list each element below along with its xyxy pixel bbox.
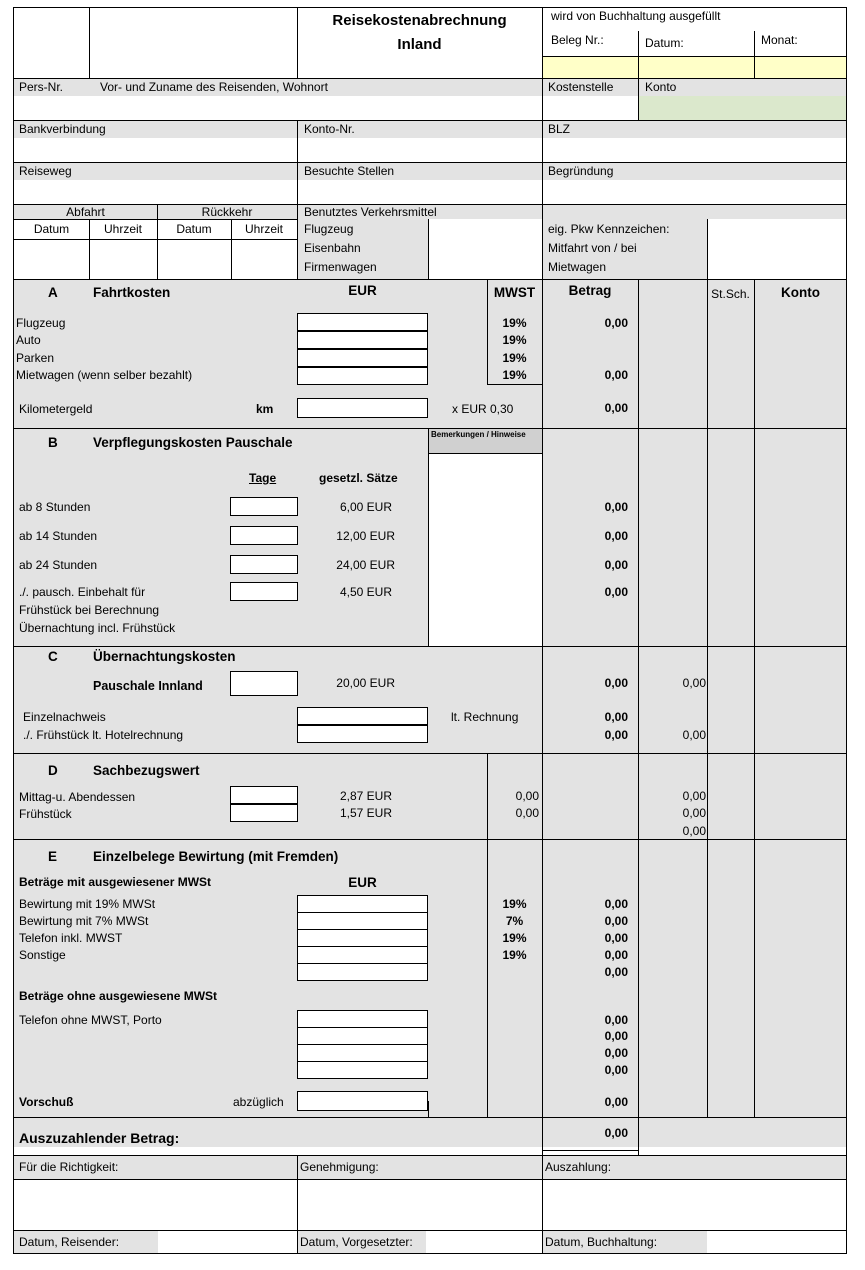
section-e-letter: E <box>48 849 58 864</box>
ab8-tage-input[interactable] <box>230 497 298 516</box>
section-d-title: Sachbezugswert <box>93 763 200 778</box>
pauschale-input[interactable] <box>230 671 298 696</box>
abfahrt-uhrzeit-label: Uhrzeit <box>103 222 142 236</box>
without-betrag-2: 0,00 <box>604 1029 628 1043</box>
rueckkehr-uhrzeit-label: Uhrzeit <box>244 222 283 236</box>
blz-label: BLZ <box>548 122 571 136</box>
telefon-porto-input-4[interactable] <box>297 1061 428 1079</box>
auto-label: Auto <box>16 333 41 347</box>
sonstige-input[interactable] <box>297 946 428 964</box>
bewirtung7-mwst: 7% <box>505 914 524 928</box>
konto-nr-label: Konto-Nr. <box>304 122 355 136</box>
section-e-eur-label: EUR <box>348 875 377 890</box>
section-b-letter: B <box>48 435 58 450</box>
col-konto-label: Konto <box>781 285 820 300</box>
datum-vorgesetzter-label: Datum, Vorgesetzter: <box>300 1235 413 1249</box>
telefon-mwst-input[interactable] <box>297 929 428 947</box>
deduct-tage-input[interactable] <box>230 582 298 601</box>
genehmigung-label: Genehmigung: <box>300 1160 379 1174</box>
beleg-nr-label: Beleg Nr.: <box>551 33 604 47</box>
col-stsch-label: St.Sch. <box>711 287 750 301</box>
fruehstueck-hotel-betrag: 0,00 <box>604 728 628 742</box>
fruehstueck-d-rate: 1,57 EUR <box>339 806 392 820</box>
form-subtitle: Inland <box>397 36 442 53</box>
rueckkehr-datum-label: Datum <box>176 222 212 236</box>
col-mwst-label: MWST <box>493 285 536 300</box>
telefon-porto-label: Telefon ohne MWST, Porto <box>19 1013 162 1027</box>
ab14-tage-input[interactable] <box>230 526 298 545</box>
telefon-mwst-rate: 19% <box>502 931 527 945</box>
section-e-title: Einzelbelege Bewirtung (mit Fremden) <box>93 849 339 864</box>
name-label: Vor- und Zuname des Reisenden, Wohnort <box>100 80 328 94</box>
col-eur-label: EUR <box>348 283 377 298</box>
telefon-porto-input-1[interactable] <box>297 1010 428 1028</box>
datum-reisender-label: Datum, Reisender: <box>19 1235 120 1249</box>
bewirtung19-mwst: 19% <box>502 897 527 911</box>
telefon-mwst-label: Telefon inkl. MWST <box>19 931 123 945</box>
km-unit: km <box>256 402 274 416</box>
vorschuss-betrag: 0,00 <box>604 1095 628 1109</box>
pers-nr-label: Pers-Nr. <box>19 80 64 94</box>
auto-input[interactable] <box>297 331 428 349</box>
vorschuss-input[interactable] <box>297 1091 428 1111</box>
datum-label: Datum: <box>645 36 684 50</box>
flugzeug-input[interactable] <box>297 313 428 331</box>
einzel-note: lt. Rechnung <box>451 710 519 724</box>
parken-mwst: 19% <box>502 351 527 365</box>
extra-mwst-betrag: 0,00 <box>604 965 628 979</box>
total-label: Auszuzahlender Betrag: <box>19 1130 180 1146</box>
fruehstueck-hotel-input[interactable] <box>297 725 428 743</box>
without-mwst-label: Beträge ohne ausgewiesene MWSt <box>19 989 218 1003</box>
sonstige-mwst: 19% <box>502 948 527 962</box>
verkehrsmittel-label: Benutztes Verkehrsmittel <box>304 205 437 219</box>
without-betrag-1: 0,00 <box>604 1013 628 1027</box>
mitfahrt-label: Mitfahrt von / bei <box>548 241 637 255</box>
form-title: Reisekostenabrechnung <box>332 12 507 29</box>
bewirtung7-input[interactable] <box>297 912 428 930</box>
signature-supervisor[interactable] <box>298 1180 542 1230</box>
signature-accounting[interactable] <box>543 1180 847 1230</box>
begruendung-label: Begründung <box>548 164 614 178</box>
mittag-abend-mwst: 0,00 <box>515 789 539 803</box>
ab14-betrag: 0,00 <box>604 529 628 543</box>
telefon-porto-input-2[interactable] <box>297 1027 428 1045</box>
transport-eisenbahn: Eisenbahn <box>304 241 361 255</box>
telefon-mwst-betrag: 0,00 <box>604 931 628 945</box>
abfahrt-label: Abfahrt <box>66 205 105 219</box>
abfahrt-datum-label: Datum <box>33 222 70 236</box>
bewirtung7-label: Bewirtung mit 7% MWSt <box>19 914 149 928</box>
abzueglich-label: abzüglich <box>233 1095 284 1109</box>
reiseweg-label: Reiseweg <box>19 164 72 178</box>
sonstige-label: Sonstige <box>19 948 66 962</box>
richtigkeit-label: Für die Richtigkeit: <box>19 1160 119 1174</box>
bewirtung19-label: Bewirtung mit 19% MWSt <box>19 897 156 911</box>
mietwagen-label: Mietwagen <box>548 260 607 274</box>
pauschale-betrag: 0,00 <box>604 676 628 690</box>
konto-label: Konto <box>645 80 677 94</box>
section-c-title: Übernachtungskosten <box>93 649 236 664</box>
mietwagen-betrag: 0,00 <box>604 368 628 382</box>
signature-traveller[interactable] <box>14 1180 297 1230</box>
accounting-note: wird von Buchhaltung ausgefüllt <box>551 9 721 23</box>
flugzeug-mwst: 19% <box>502 316 527 330</box>
col-tage-label: Tage <box>249 471 277 485</box>
km-betrag: 0,00 <box>604 401 628 415</box>
without-betrag-4: 0,00 <box>604 1063 628 1077</box>
pauschale-extra: 0,00 <box>682 676 706 690</box>
auszahlung-label: Auszahlung: <box>545 1160 612 1174</box>
mietwagen-cost-label: Mietwagen (wenn selber bezahlt) <box>16 368 193 382</box>
deduct-line-3: Übernachtung incl. Frühstück <box>19 621 176 635</box>
parken-label: Parken <box>16 351 55 365</box>
kilometergeld-label: Kilometergeld <box>19 402 93 416</box>
mittag-abend-label: Mittag-u. Abendessen <box>19 790 136 804</box>
besuchte-stellen-label: Besuchte Stellen <box>304 164 395 178</box>
transport-flugzeug: Flugzeug <box>304 222 354 236</box>
rueckkehr-label: Rückkehr <box>201 205 253 219</box>
mittag-abend-input[interactable] <box>230 786 298 804</box>
without-betrag-3: 0,00 <box>604 1046 628 1060</box>
col-saetze-label: gesetzl. Sätze <box>319 471 398 485</box>
mittag-abend-extra: 0,00 <box>682 789 706 803</box>
section-d-letter: D <box>48 763 58 778</box>
ab14-rate: 12,00 EUR <box>336 529 395 543</box>
section-c-letter: C <box>48 649 58 664</box>
deduct-line-2: Frühstück bei Berechnung <box>19 603 160 617</box>
ab24-rate: 24,00 EUR <box>336 558 395 572</box>
datum-buchhaltung-label: Datum, Buchhaltung: <box>545 1235 658 1249</box>
ab8-label: ab 8 Stunden <box>19 500 91 514</box>
pkw-kennzeichen-label: eig. Pkw Kennzeichen: <box>548 222 670 236</box>
bewirtung7-betrag: 0,00 <box>604 914 628 928</box>
with-mwst-label: Beträge mit ausgewiesener MWSt <box>19 875 212 889</box>
auto-mwst: 19% <box>502 333 527 347</box>
col-betrag-label: Betrag <box>568 283 612 298</box>
ab24-tage-input[interactable] <box>230 555 298 574</box>
deduct-rate: 4,50 EUR <box>339 585 392 599</box>
section-a-letter: A <box>48 285 58 300</box>
pauschale-rate: 20,00 EUR <box>336 676 395 690</box>
total-value: 0,00 <box>604 1126 628 1140</box>
fruehstueck-d-label: Frühstück <box>19 807 72 821</box>
telefon-porto-input-3[interactable] <box>297 1044 428 1062</box>
deduct-betrag: 0,00 <box>604 585 628 599</box>
einzel-input[interactable] <box>297 707 428 725</box>
mittag-abend-rate: 2,87 EUR <box>339 789 392 803</box>
remarks-label: Bemerkungen / Hinweise <box>431 430 526 439</box>
ab14-label: ab 14 Stunden <box>19 529 98 543</box>
mietwagen-mwst: 19% <box>502 368 527 382</box>
kostenstelle-label: Kostenstelle <box>548 80 614 94</box>
monat-label: Monat: <box>761 33 798 47</box>
einzel-betrag: 0,00 <box>604 710 628 724</box>
ab8-rate: 6,00 EUR <box>339 500 392 514</box>
km-input[interactable] <box>297 398 428 418</box>
ab8-betrag: 0,00 <box>604 500 628 514</box>
transport-firmenwagen: Firmenwagen <box>304 260 377 274</box>
bankverbindung-label: Bankverbindung <box>19 122 106 136</box>
deduct-line-1: ./. pausch. Einbehalt für <box>19 585 146 599</box>
section-a-title: Fahrtkosten <box>93 285 171 300</box>
flugzeug-label: Flugzeug <box>16 316 66 330</box>
fruehstueck-d-input[interactable] <box>230 804 298 822</box>
einzel-label: Einzelnachweis <box>23 710 106 724</box>
ab24-label: ab 24 Stunden <box>19 558 98 572</box>
km-rate: x EUR 0,30 <box>452 402 514 416</box>
fruehstueck-d-extra: 0,00 <box>682 806 706 820</box>
mietwagen-input[interactable] <box>297 367 428 385</box>
pauschale-label: Pauschale Innland <box>93 679 203 693</box>
extra-mwst-input[interactable] <box>297 963 428 981</box>
section-b-title: Verpflegungskosten Pauschale <box>93 435 293 450</box>
bewirtung19-betrag: 0,00 <box>604 897 628 911</box>
flugzeug-betrag: 0,00 <box>604 316 628 330</box>
ab24-betrag: 0,00 <box>604 558 628 572</box>
fruehstueck-hotel-extra: 0,00 <box>682 728 706 742</box>
fruehstueck-hotel-label: ./. Frühstück lt. Hotelrechnung <box>23 728 184 742</box>
fruehstueck-d-mwst: 0,00 <box>515 806 539 820</box>
parken-input[interactable] <box>297 349 428 367</box>
vorschuss-label: Vorschuß <box>19 1095 74 1109</box>
section-d-total-extra: 0,00 <box>682 824 706 838</box>
bewirtung19-input[interactable] <box>297 895 428 913</box>
sonstige-betrag: 0,00 <box>604 948 628 962</box>
